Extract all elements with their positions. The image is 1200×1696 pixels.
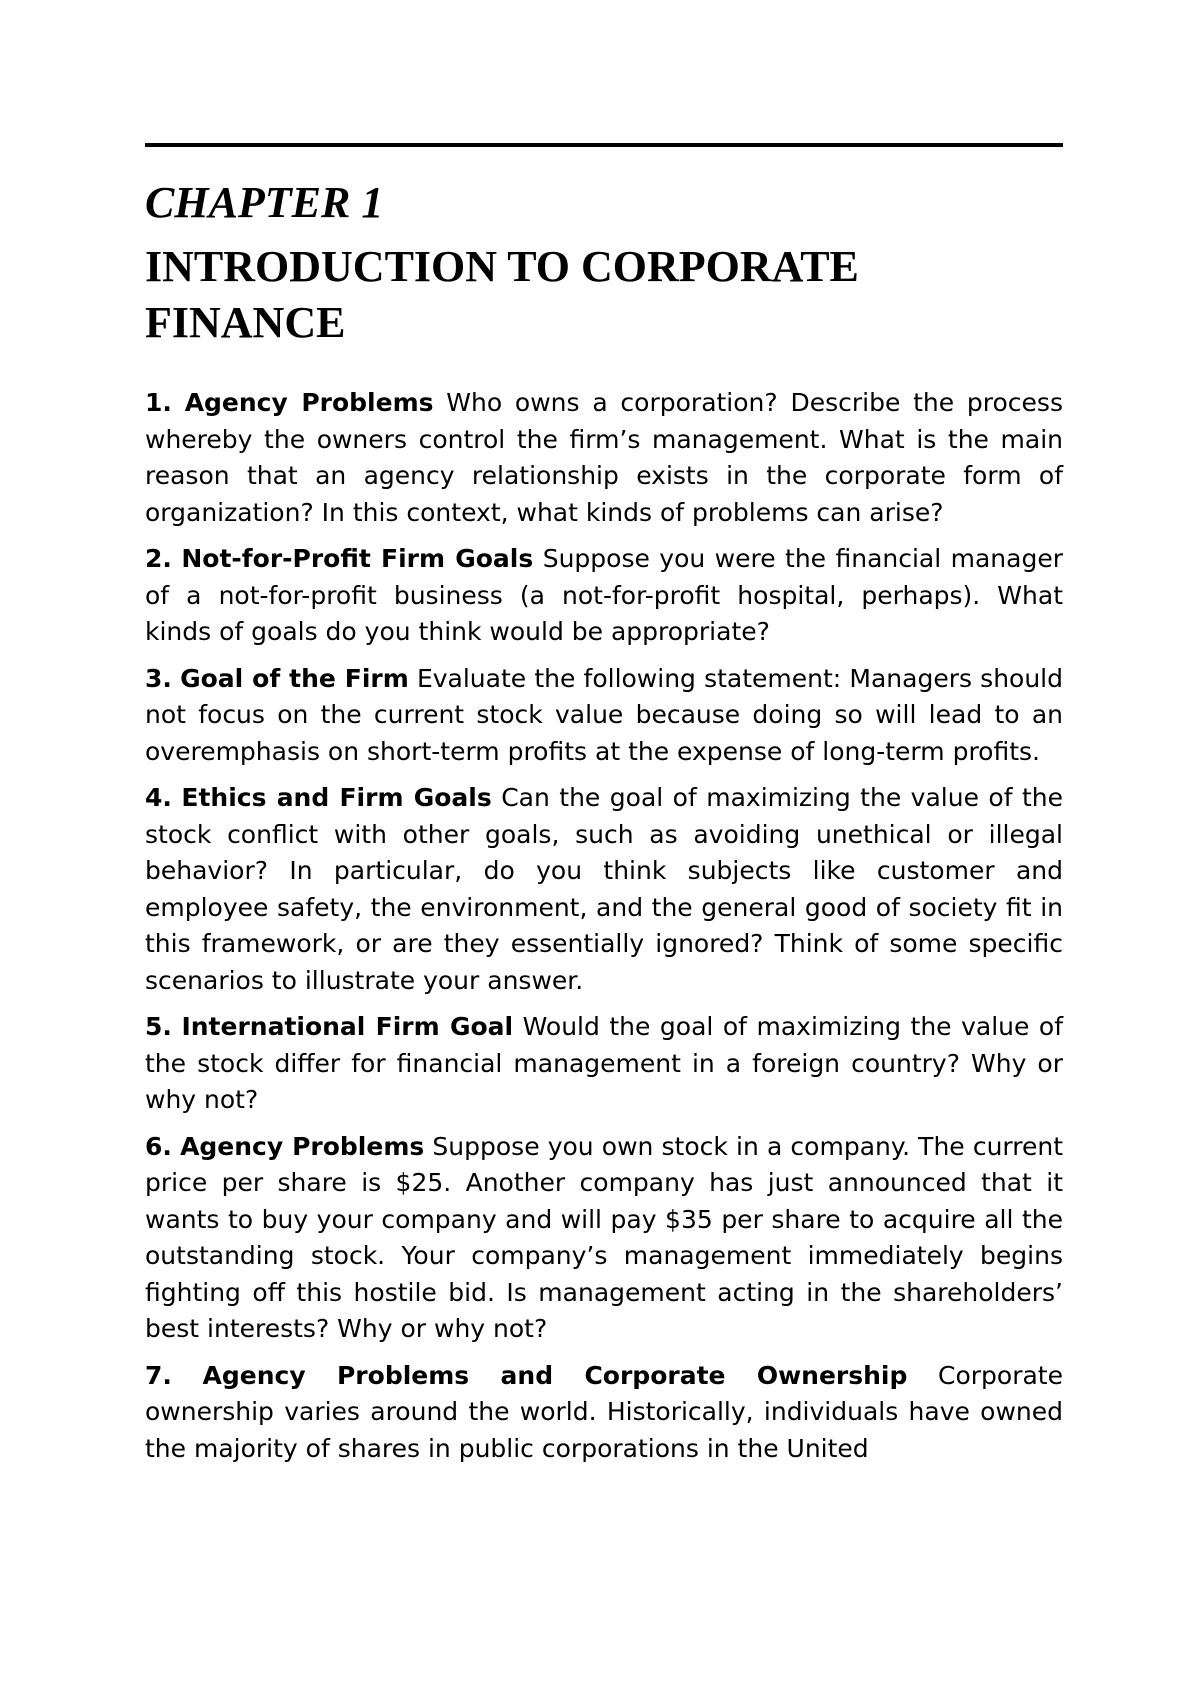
question-number: 3.	[145, 663, 172, 693]
question-number: 1.	[145, 388, 172, 417]
question-heading: Goal of the Firm	[180, 663, 409, 693]
question-text: Suppose you own stock in a company. The current price per share is $25. Another company has just announced that it wants to buy your company and will pay $35 per share to acquire all the outstanding stock. Your company’s management immediately begins fighting off this hostile bid. Is management acting in the shareholders’ best interests? Why or why not?	[145, 1131, 1064, 1343]
question-heading: Agency Problems	[180, 1131, 425, 1161]
document-page	[145, 143, 1063, 1477]
question-number: 2.	[145, 544, 172, 573]
question-number: 4.	[145, 783, 172, 812]
question-number: 7.	[145, 1360, 172, 1390]
question-item	[145, 661, 1063, 771]
question-item	[145, 541, 1063, 651]
question-text: Can the goal of maximizing the value of the stock conflict with other goals, such as avoiding unethical or illegal behavior? In particular, do you think subjects like customer and employee safety, the environment, and the general good of society fit in this framework, or are they essentially ignored? Think of some specific scenarios to illustrate your answer.	[145, 783, 1064, 995]
question-item	[145, 1009, 1063, 1119]
question-text: Who owns a corporation? Describe the process whereby the owners control the firm’s management. What is the main reason that an agency relationship exists in the corporate form of organization? In this context, what kinds of problems can arise?	[145, 388, 1063, 527]
chapter-title: INTRODUCTION TO CORPORATE FINANCE	[145, 242, 859, 347]
question-heading: International Firm Goal	[181, 1012, 514, 1041]
question-text: Evaluate the following statement: Managers should not focus on the current stock value because doing so will lead to an overemphasis on short-term profits at the expense of long-term profits.	[145, 663, 1063, 766]
question-item	[145, 385, 1063, 531]
question-text: Would the goal of maximizing the value of the stock differ for financial management in a foreign country? Why or why not?	[145, 1012, 1063, 1114]
question-item	[145, 1358, 1063, 1468]
question-heading: Ethics and Firm Goals	[181, 783, 492, 812]
question-text: Corporate ownership varies around the world. Historically, individuals have owned the majority of shares in public corporations in the United	[145, 1360, 1063, 1463]
question-heading: Not-for-Profit Firm Goals	[181, 544, 534, 573]
chapter-label: CHAPTER 1	[145, 178, 384, 227]
question-item	[145, 780, 1063, 999]
question-text: Suppose you were the financial manager of a not-for-profit business (a not-for-profit hospital, perhaps). What kinds of goals do you think would be appropriate?	[145, 544, 1063, 646]
question-number: 5.	[145, 1012, 172, 1041]
question-number: 6.	[145, 1131, 172, 1161]
question-heading: Agency Problems and Corporate Ownership	[202, 1360, 908, 1390]
question-item	[145, 1129, 1063, 1348]
question-heading: Agency Problems	[184, 388, 434, 417]
top-rule-divider	[145, 143, 1063, 147]
question-list	[145, 385, 1063, 1467]
